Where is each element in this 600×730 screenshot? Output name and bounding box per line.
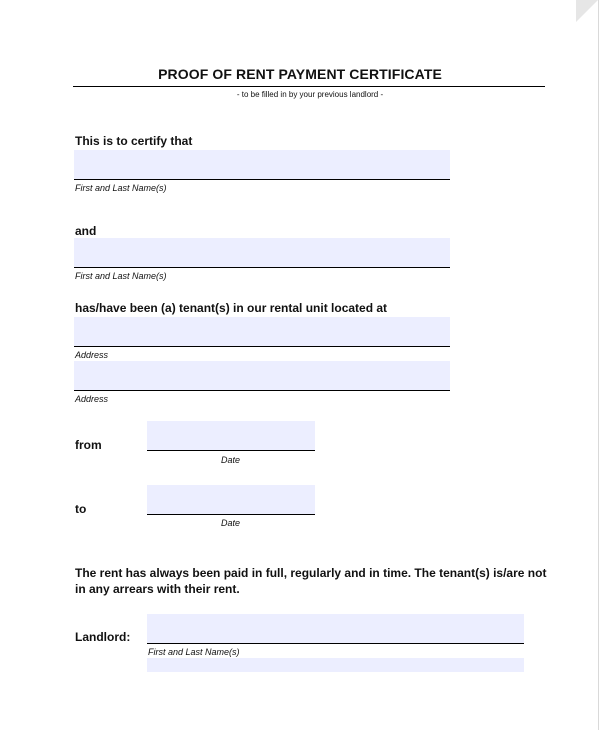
from-date-input[interactable] — [147, 421, 315, 451]
from-date-caption: Date — [221, 455, 241, 465]
address-line2-input[interactable] — [74, 361, 450, 391]
document-subtitle: - to be filled in by your previous landlord - — [236, 90, 384, 99]
tenant1-name-input[interactable] — [74, 150, 450, 180]
landlord-label: Landlord: — [75, 630, 131, 644]
address-line1-input[interactable] — [74, 317, 450, 347]
address-line1-caption: Address — [75, 350, 109, 360]
landlord-name-input[interactable] — [147, 614, 524, 644]
to-label: to — [75, 502, 87, 516]
tenant1-name-caption: First and Last Name(s) — [75, 183, 167, 193]
tenant2-name-input[interactable] — [74, 238, 450, 268]
to-date-caption: Date — [221, 518, 241, 528]
certify-label: This is to certify that — [75, 134, 193, 148]
from-label: from — [75, 438, 102, 452]
document-title: PROOF OF RENT PAYMENT CERTIFICATE — [158, 66, 442, 82]
tenant2-name-caption: First and Last Name(s) — [75, 271, 167, 281]
page-fold-corner — [576, 0, 598, 22]
to-date-input[interactable] — [147, 485, 315, 515]
landlord-signature-area[interactable] — [147, 658, 524, 672]
title-divider — [73, 86, 545, 87]
address-line2-caption: Address — [75, 394, 109, 404]
tenancy-label: has/have been (a) tenant(s) in our rental unit located at — [75, 301, 388, 315]
payment-statement: The rent has always been paid in full, regularly and in time. The tenant(s) is/are not in any arrears with their rent. — [75, 566, 547, 596]
landlord-name-caption: First and Last Name(s) — [148, 647, 240, 657]
and-label: and — [75, 224, 97, 238]
